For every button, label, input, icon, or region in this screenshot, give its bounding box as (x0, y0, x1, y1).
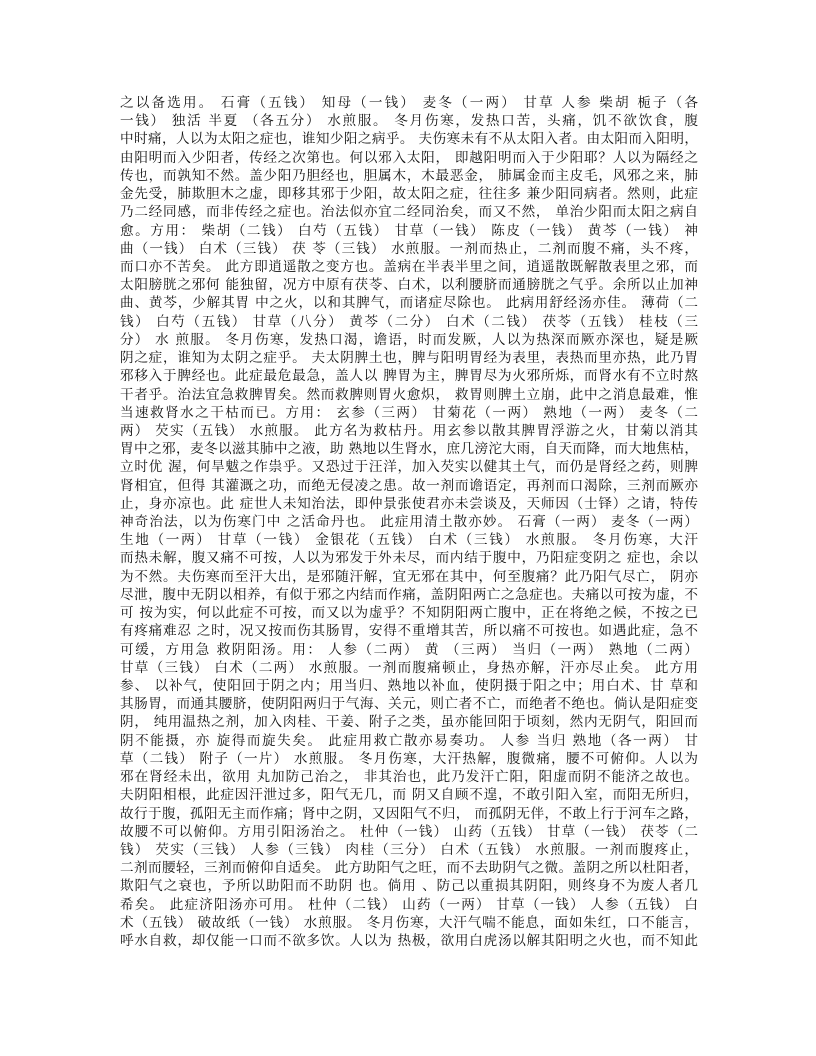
text-line: 可 按为实，何以此症不可按，而又以为虚乎？不知阴阳两亡腹中，正在将绝之候，不按之已 (120, 605, 698, 622)
text-line: 邪在肾经未出，欲用 丸加防己治之， 非其治也，此乃发汗亡阳，阳虚而阴不能济之故也。 (120, 769, 698, 786)
text-line: 而口亦不苦矣。 此方即逍遥散之变方也。盖病在半表半里之间，逍遥散既解散表里之邪，而 (120, 258, 698, 275)
text-line: 胃中之邪，麦冬以滋其肺中之液，助 熟地以生肾水，庶几滂沱大雨，自天而降，而大地焦枯， (120, 441, 698, 458)
text-line: 故行于腹，孤阳无主而作痛；肾中之阴，又因阳气不归， 而孤阴无伴，不敢上行于河车之路， (120, 805, 698, 822)
text-line: 其肠胃，而通其腰脐，使阴阳两归于气海、关元，则亡者不亡，而绝者不绝也。倘认是阳症变 (120, 696, 698, 713)
text-line: 甘草（三钱） 白术（二两） 水煎服。一剂而腹痛顿止，身热亦解，汗亦尽止矣。 此方用 (120, 659, 698, 676)
text-line: 欺阳气之衰也，予所以助阳而不助阴 也。倘用 、防己以重损其阴阳，则终身不为废人者几 (120, 878, 698, 895)
text-line: 由阳明而入少阳者，传经之次第也。何以邪入太阳， 即越阳明而入于少阳耶？人以为隔经之 (120, 149, 698, 166)
text-line: 为不然。夫伤寒而至汗大出，是邪随汗解，宜无邪在其中，何至腹痛？此乃阳气尽亡， 阴亦 (120, 568, 698, 585)
text-line: 干者乎。治法宜急救脾胃矣。然而救脾则胃火愈炽， 救胃则脾土立崩，此中之消息最难，惟 (120, 386, 698, 403)
text-line: 参、 以补气，使阳回于阴之内；用当归、熟地以补血，使阴摄于阳之中；用白术、甘 草和 (120, 678, 698, 694)
text-line: 曲（一钱） 白术（三钱） 茯 苓（三钱） 水煎服。一剂而热止，二剂而腹不痛，头不疼， (120, 240, 698, 257)
text-line: 肾相宜，但得 其灌溉之功，而绝无侵凌之患。故一剂而谵语定，再剂而口渴除，三剂而厥亦 (120, 477, 698, 494)
text-line: 神奇治法，以为伤寒门中 之活命丹也。 此症用清土散亦妙。 石膏（一两） 麦冬（一两） (120, 514, 698, 531)
text-line: 二剂而腰轻，三剂而俯仰自适矣。 此方助阳气之旺，而不去助阴气之微。盖阴之所以杜阳者， (120, 860, 698, 877)
text-line: 乃二经同感，而非传经之症也。治法似亦宜二经同治矣，而又不然， 单治少阳而太阳之病自 (120, 204, 698, 221)
text-line: 钱） 芡实（三钱） 人参（三钱） 肉桂（三分） 白术（五钱） 水煎服。一剂而腹疼止， (120, 841, 698, 858)
text-line: 钱） 白芍（五钱） 甘草（八分） 黄芩（二分） 白术（二钱） 茯苓（五钱） 桂枝（三 (120, 313, 698, 330)
text-line: 当速救肾水之干枯而已。方用： 玄参（三两） 甘菊花（一两） 熟地（一两） 麦冬（二 (120, 404, 698, 421)
text-line: 中时痛，人以为太阳之症也，谁知少阳之病乎。 夫伤寒未有不从太阳入者。由太阳而入阳明， (120, 131, 698, 148)
text-line: 阴不能摄，亦 旋得而旋失矣。 此症用救亡散亦易奏功。 人参 当归 熟地（各一两） 甘 (120, 732, 698, 749)
text-line: 可缓，方用急 救阴阳汤。用： 人参（二两） 黄 （三两） 当归（一两） 熟地（二两） (120, 641, 698, 658)
text-line: 止，身亦凉也。此 症世人未知治法，即仲景张使君亦未尝谈及，天师因（士铎）之请，特传 (120, 495, 698, 512)
text-line: 邪移入于脾经也。此症最危最急，盖人以 脾胃为主，脾胃尽为火邪所烁，而肾水有不立时熬 (120, 368, 698, 385)
text-line: 草（二钱） 附子（一片） 水煎服。 冬月伤寒，大汗热解，腹微痛，腰不可俯仰。人以为 (120, 750, 698, 767)
text-line: 曲、黄芩，少解其胃 中之火，以和其脾气，而诸症尽除也。 此病用舒经汤亦佳。 薄荷（二 (120, 295, 698, 312)
text-line: 生地（一两） 甘草（一钱） 金银花（五钱） 白术（三钱） 水煎服。 冬月伤寒，大汗 (120, 532, 698, 549)
text-line: 两） 芡实（五钱） 水煎服。 此方名为救枯丹。用玄参以散其脾胃浮游之火，甘菊以消其 (120, 422, 698, 439)
text-line: 太阳膀胱之邪何 能独留，况方中原有茯苓、白术，以利腰脐而通膀胱之气乎。余所以止加神 (120, 277, 698, 294)
text-line: 愈。方用： 柴胡（二钱） 白芍（五钱） 甘草（一钱） 陈皮（一钱） 黄芩（一钱） 神 (120, 222, 698, 239)
text-line: 阴之症，谁知为太阴之症乎。 夫太阴脾土也，脾与阳明胃经为表里，表热而里亦热，此乃胃 (120, 350, 698, 367)
text-line: 传也，而孰知不然。盖少阳乃胆经也，胆属木，木最恶金， 肺属金而主皮毛，风邪之来，肺 (120, 167, 698, 184)
text-line: 金先受，肺欺胆木之虚，即移其邪于少阳，故太阳之症，往往多 兼少阳同病者。然则，此症 (120, 186, 698, 203)
text-line: 分） 水 煎服。 冬月伤寒，发热口渴，谵语，时而发厥，人以为热深而厥亦深也，疑是厥 (120, 331, 698, 348)
text-line: 夫阴阳相根，此症因汗泄过多，阳气无几，而 阴又自顾不遑，不敢引阳入室，而阳无所归， (120, 787, 698, 804)
text-line: 有疼痛难忍 之时，况又按而伤其肠胃，安得不重增其苦，所以痛不可按也。如遇此症，急不 (120, 623, 698, 640)
text-line: 而热未解，腹又痛不可按，人以为邪发于外未尽，而内结于腹中，乃阳症变阴之 症也，余以 (120, 550, 698, 567)
text-line: 术（五钱） 破故纸（一钱） 水煎服。 冬月伤寒，大汗气喘不能息，面如朱红，口不能言， (120, 914, 698, 931)
text-line: 希矣。 此症济阳汤亦可用。 杜仲（二钱） 山药（一两） 甘草（一钱） 人参（五钱） 白 (120, 896, 698, 913)
text-line: 尽泄，腹中无阴以相养，有似于邪之内结而作痛，盖阴阳两亡之急症也。夫痛以可按为虚，不 (120, 586, 698, 603)
text-line: 一钱） 独活 半夏 （各五分） 水煎服。 冬月伤寒，发热口苦，头痛，饥不欲饮食，腹 (120, 113, 698, 130)
text-line: 呼水自救，却仅能一口而不欲多饮。人以为 热极，欲用白虎汤以解其阳明之火也，而不知此 (120, 933, 698, 950)
text-line: 故腰不可以俯仰。方用引阳汤治之。 杜仲（一钱） 山药（五钱） 甘草（一钱） 茯苓（二 (120, 823, 698, 840)
text-line: 阴， 纯用温热之剂，加入肉桂、干姜、附子之类，虽亦能回阳于顷刻，然内无阴气，阳回而 (120, 714, 698, 731)
text-line: 之以备选用。 石膏（五钱） 知母（一钱） 麦冬（一两） 甘草 人参 柴胡 栀子（各 (120, 95, 698, 111)
text-line: 立时优 渥，何旱魃之作祟乎。又恐过于汪洋，加入芡实以健其土气，而仍是肾经之药，则脾 (120, 459, 698, 476)
document-body (120, 94, 698, 950)
